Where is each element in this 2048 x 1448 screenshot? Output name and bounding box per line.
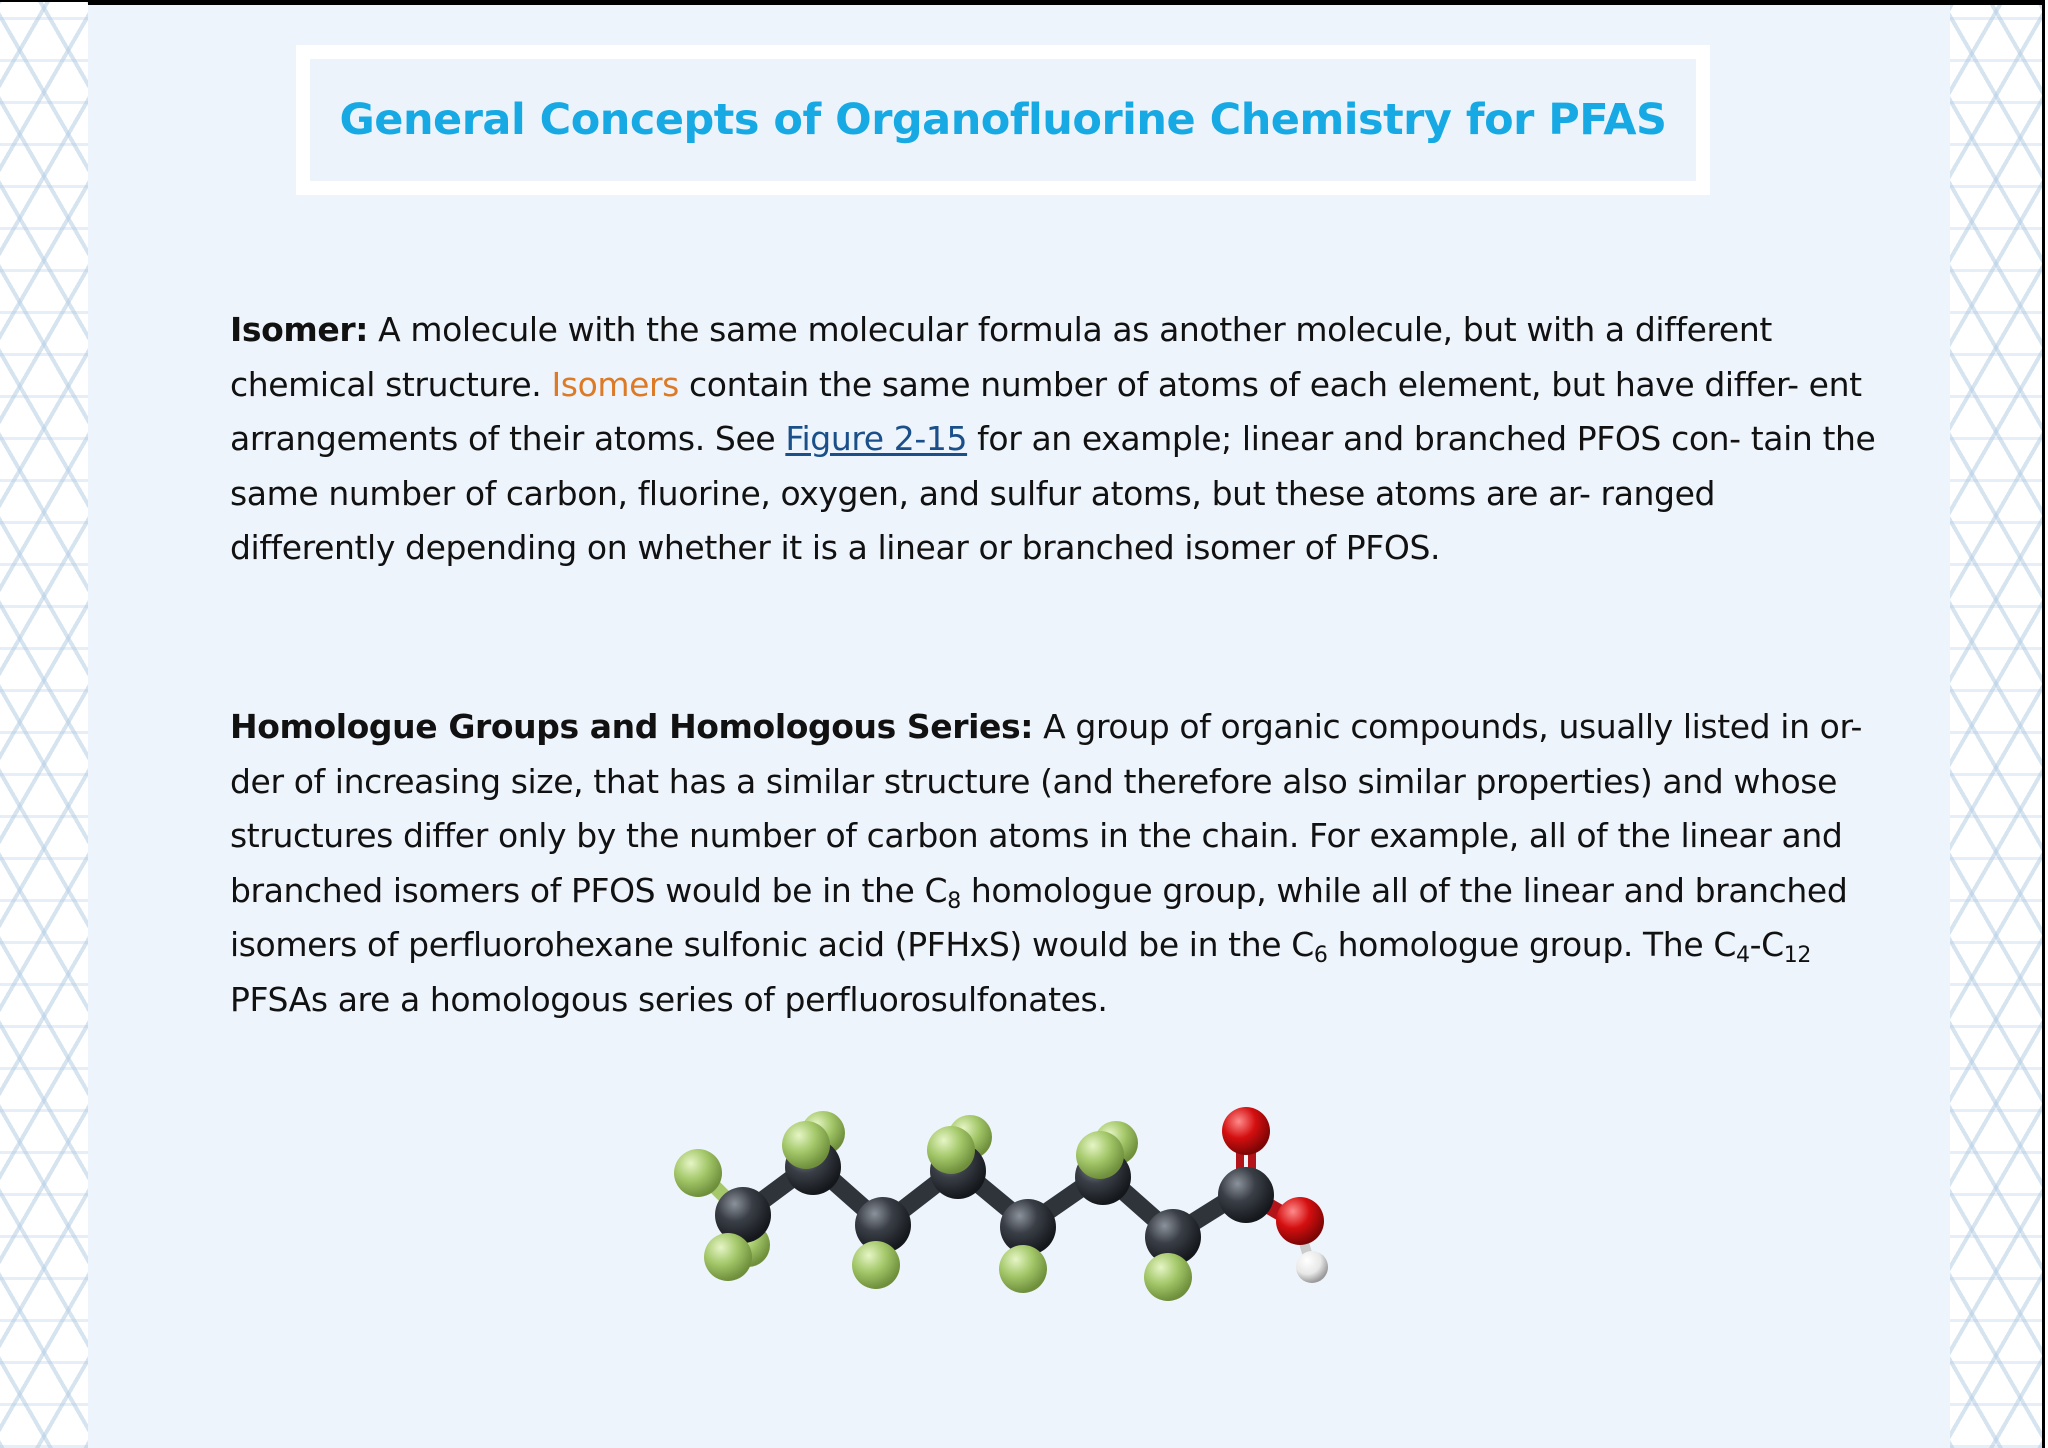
figure-2-15-link[interactable]: Figure 2-15	[785, 419, 968, 459]
fluorine-atom	[1076, 1131, 1124, 1179]
isomer-text: A molecule with the same molecular formula as another molecule, but with a different chemical structure.	[230, 310, 1772, 404]
homologue-text: -C	[1749, 925, 1784, 965]
fluorine-atom	[1144, 1253, 1192, 1301]
subscript: 12	[1783, 943, 1811, 969]
fluorine-atom	[674, 1149, 722, 1197]
molecule-illustration	[648, 1105, 1448, 1325]
frame-line	[2042, 0, 2045, 1448]
isomers-glossary-term[interactable]: Isomers	[551, 364, 679, 404]
isomer-text: contain the same number of atoms of each element, but have differ- ent arrangements of their atoms. See	[230, 364, 1862, 459]
fluorine-atom	[927, 1126, 975, 1174]
oxygen-atom	[1276, 1197, 1324, 1245]
fluorine-atom	[782, 1121, 830, 1169]
homologue-text: PFSAs are a homologous series of perfluorosulfonates.	[230, 979, 1108, 1019]
isomer-text: for an example; linear and branched PFOS con- tain the same number of carbon, fluorine, oxygen, and sulfur atoms, but these atoms are ar- ranged differently depending on whether it is a linear or branched isomer of PFOS.	[230, 419, 1876, 568]
homologue-text: A group of organic compounds, usually listed in or- der of increasing size, that has a similar structure (and therefore also similar properties) and whose structures differ only by the number of carbon atoms in the chain. For example, all of the linear and branched isomers of PFOS would be in the C	[230, 707, 1863, 910]
isomer-definition	[230, 303, 1880, 576]
isomer-term: Isomer:	[230, 310, 369, 349]
homologue-text: homologue group. The C	[1327, 925, 1736, 965]
oxygen-atom	[1222, 1107, 1270, 1155]
homologue-definition	[230, 700, 1880, 1028]
subscript: 6	[1313, 943, 1328, 969]
title-box	[296, 45, 1710, 195]
frame-line	[0, 0, 88, 2]
fluorine-atom	[704, 1233, 752, 1281]
carbon-atom	[1218, 1167, 1274, 1223]
fluorine-atom	[999, 1245, 1047, 1293]
subscript: 4	[1735, 943, 1750, 969]
hydrogen-atom	[1296, 1251, 1328, 1283]
document-page	[88, 5, 1950, 1448]
homologue-text: homologue group, while all of the linear and branched isomers of perfluorohexane sulfonic acid (PFHxS) would be in the C	[230, 870, 1848, 965]
page-title: General Concepts of Organofluorine Chemistry for PFAS	[339, 95, 1667, 145]
fluorine-atom	[852, 1241, 900, 1289]
subscript: 8	[947, 888, 961, 914]
hexagon-border-left	[0, 0, 88, 1448]
homologue-term: Homologue Groups and Homologous Series:	[230, 707, 1034, 746]
hexagon-border-right	[1950, 0, 2042, 1448]
